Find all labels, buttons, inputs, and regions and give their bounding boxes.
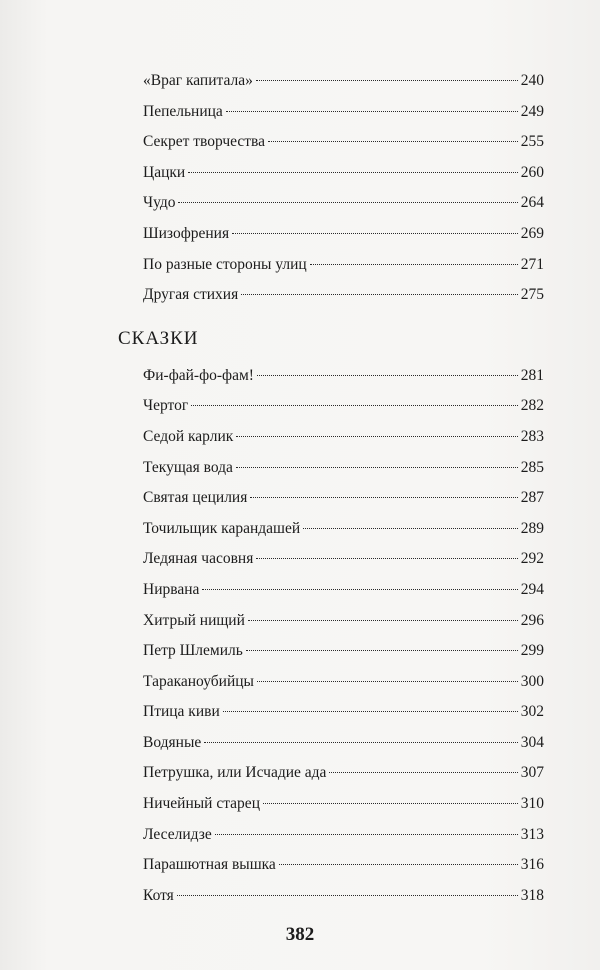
- toc-entry: [118, 514, 544, 545]
- toc-entry: [118, 636, 544, 667]
- toc-entry-title: Петрушка, или Исчадие ада: [143, 764, 327, 782]
- toc-entry-page: 296: [520, 611, 544, 629]
- toc-entry: [118, 697, 544, 728]
- toc-entry-page: 299: [520, 642, 544, 660]
- toc-entry-title: Секрет творчества: [143, 133, 266, 151]
- dot-leader: [256, 558, 517, 559]
- toc-entry: [118, 250, 544, 281]
- toc-entry: [118, 850, 544, 881]
- toc-entry: [118, 881, 544, 912]
- toc-entries-before: [118, 66, 544, 311]
- toc-entry: [118, 361, 544, 392]
- toc-entry-page: 313: [520, 825, 544, 843]
- toc-entry: [118, 280, 544, 311]
- toc-entry-title: Хитрый нищий: [143, 611, 245, 629]
- toc-entry: [118, 97, 544, 128]
- dot-leader: [191, 405, 518, 406]
- toc-entry: [118, 127, 544, 158]
- toc-entry-page: 281: [520, 366, 544, 384]
- toc-entry-page: 282: [520, 397, 544, 415]
- toc-entry-title: Седой карлик: [143, 427, 234, 445]
- dot-leader: [250, 497, 517, 498]
- dot-leader: [232, 233, 518, 234]
- dot-leader: [236, 436, 517, 437]
- toc-entry-title: Птица киви: [143, 703, 220, 721]
- dot-leader: [226, 111, 518, 112]
- toc-entry-title: Леселидзе: [143, 825, 212, 843]
- dot-leader: [256, 80, 518, 81]
- table-of-contents: [118, 66, 544, 911]
- toc-entries-after: [118, 361, 544, 912]
- toc-entry-title: Пепельница: [143, 102, 223, 120]
- toc-entry-page: 264: [520, 194, 544, 212]
- toc-entry-page: 285: [520, 458, 544, 476]
- toc-entry-page: 240: [520, 72, 544, 89]
- toc-entry: [118, 820, 544, 851]
- section-title: СКАЗКИ: [118, 327, 199, 349]
- dot-leader: [241, 294, 518, 295]
- toc-entry-page: 310: [520, 795, 544, 813]
- toc-entry: [118, 575, 544, 606]
- toc-entry-title: Петр Шлемиль: [143, 642, 243, 660]
- toc-entry: [118, 391, 544, 422]
- toc-entry-page: 292: [520, 550, 544, 568]
- toc-entry-page: 302: [520, 703, 544, 721]
- toc-entry-title: Котя: [143, 886, 174, 904]
- toc-entry-title: Парашютная вышка: [143, 856, 276, 874]
- dot-leader: [303, 528, 518, 529]
- toc-entry-page: 316: [520, 856, 544, 874]
- toc-entry: [118, 544, 544, 575]
- toc-entry-title: Водяные: [143, 733, 202, 751]
- toc-entry-page: 294: [520, 580, 544, 598]
- toc-entry-title: Другая стихия: [143, 286, 239, 304]
- toc-entry: [118, 789, 544, 820]
- toc-entry-title: Цацки: [143, 163, 186, 181]
- toc-entry-title: Текущая вода: [143, 458, 233, 476]
- dot-leader: [257, 681, 518, 682]
- toc-entry-page: 304: [520, 733, 544, 751]
- toc-entry-page: 289: [520, 519, 544, 537]
- toc-entry: [118, 728, 544, 759]
- dot-leader: [268, 141, 518, 142]
- toc-entry-title: Ледяная часовня: [143, 550, 254, 568]
- dot-leader: [202, 589, 517, 590]
- toc-entry-title: Точильщик карандашей: [143, 519, 301, 537]
- toc-entry-title: Фи-фай-фо-фам!: [143, 366, 254, 384]
- dot-leader: [188, 172, 518, 173]
- toc-entry-page: 318: [520, 886, 544, 904]
- toc-entry-page: 249: [520, 102, 544, 120]
- toc-entry: [118, 219, 544, 250]
- dot-leader: [279, 864, 518, 865]
- dot-leader: [246, 650, 518, 651]
- dot-leader: [257, 375, 518, 376]
- toc-entry-page: 275: [520, 286, 544, 304]
- toc-entry-page: 300: [520, 672, 544, 690]
- toc-entry-title: Чертог: [143, 397, 189, 415]
- toc-entry-page: 283: [520, 427, 544, 445]
- toc-entry-title: Шизофрения: [143, 224, 230, 242]
- toc-entry-title: Чудо: [143, 194, 176, 212]
- toc-entry-title: Святая цецилия: [143, 489, 248, 507]
- toc-entry: [118, 453, 544, 484]
- dot-leader: [177, 895, 518, 896]
- toc-entry-title: «Враг капитала»: [143, 72, 253, 89]
- dot-leader: [310, 264, 518, 265]
- toc-entry-title: По разные стороны улиц: [143, 255, 307, 273]
- toc-entry-page: 269: [520, 224, 544, 242]
- dot-leader: [223, 711, 518, 712]
- toc-entry-title: Ничейный старец: [143, 795, 260, 813]
- dot-leader: [263, 803, 518, 804]
- toc-entry: [118, 667, 544, 698]
- toc-entry: [118, 758, 544, 789]
- toc-entry-page: 307: [520, 764, 544, 782]
- toc-entry: [118, 483, 544, 514]
- dot-leader: [178, 202, 517, 203]
- dot-leader: [215, 834, 518, 835]
- toc-entry-page: 287: [520, 489, 544, 507]
- dot-leader: [329, 772, 517, 773]
- dot-leader: [204, 742, 518, 743]
- toc-entry-title: Тараканоубийцы: [143, 672, 254, 690]
- toc-entry-page: 260: [520, 163, 544, 181]
- toc-entry: [118, 158, 544, 189]
- toc-entry-page: 271: [520, 255, 544, 273]
- dot-leader: [248, 620, 518, 621]
- toc-entry: [118, 188, 544, 219]
- toc-entry: [118, 66, 544, 97]
- toc-entry-title: Нирвана: [143, 580, 200, 598]
- toc-entry: [118, 422, 544, 453]
- page-number: 382: [285, 924, 315, 945]
- dot-leader: [236, 467, 518, 468]
- toc-entry: [118, 606, 544, 637]
- toc-entry-page: 255: [520, 133, 544, 151]
